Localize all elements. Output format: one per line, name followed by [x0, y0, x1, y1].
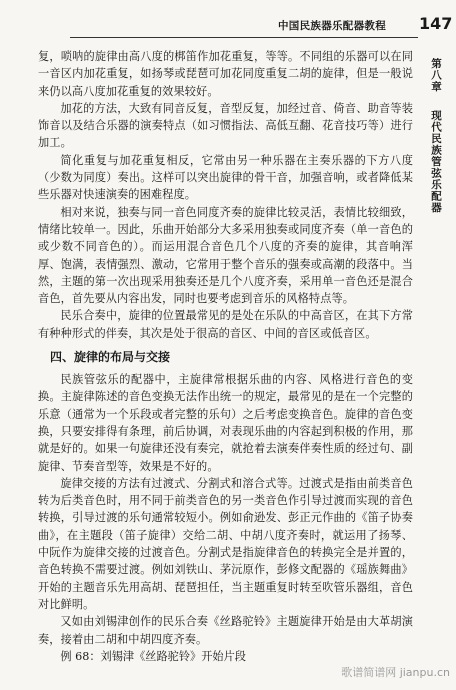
body-paragraph: 民乐合奏中，旋律的位置最常见的是处在乐队的中高音区，在其下方常有种种形式的伴奏，其次是处于很高的音区、中间的音区或低音区。 [38, 309, 413, 340]
watermark: 歌谱简谱网 jianpu.cn [341, 666, 450, 679]
body-paragraph: 民族管弦乐的配器中，主旋律常根据乐曲的内容、风格进行音色的变换。主旋律陈述的音色变换无法作出统一的规定，最常见的是在一个完整的乐意（通常为一个乐段或者完整的乐句）之后考虑变换音色。旋律的音色变换，只要安排得有条理，前后协调，对表现乐曲的内容起到积极的作用，那就是好的。如果一句旋律还没有奏完，就抢着去演奏伴奏性质的经过句、副旋律、节奏音型等，效果是不好的。 [38, 373, 413, 473]
body-paragraph: 相对来说，独奏与同一音色同度齐奏的旋律比较灵活，表情比较细致，情绪比较单一。因此，乐曲开始部分大多采用独奏或同度齐奏（单一音色的或少数不同音色的）。而运用混合音色几个八度的齐奏的旋律，其音响浑厚、饱满，表情强烈、激动，它常用于整个音乐的强奏或高潮的段落中。当然，主题的第一次出现采用独奏还是几个八度齐奏，采用单一音色还是混合音色，首先要从内容出发，同时也要考虑到音乐的风格特点等。 [38, 205, 413, 306]
page-number: 147 [419, 14, 453, 33]
chapter-tab: 第八章 [430, 58, 442, 93]
header-rule [70, 37, 418, 38]
example-caption: 例 68：刘锡津《丝路驼铃》开始片段 [60, 649, 246, 663]
page-header [0, 14, 456, 36]
chapter-subtitle-tab: 现代民族管弦乐配器 [430, 110, 442, 214]
body-paragraph: 又如由刘锡津创作的民乐合奏《丝路驼铃》主题旋律开始是由大革胡演奏，接着由二胡和中胡四度齐奏。 [38, 615, 413, 646]
body-paragraph: 加花的方法，大致有同音反复，音型反复，加经过音、倚音、助音等装饰音以及结合乐器的演奏特点（如习惯指法、高低互翻、花音技巧等）进行加工。 [38, 101, 413, 150]
section-heading: 四、旋律的布局与交接 [50, 350, 171, 365]
body-paragraph: 旋律交接的方法有过渡式、分割式和溶合式等。过渡式是指由前类音色转为后类音色时，用不同于前类音色的另一类音色作引导过渡而实现的音色转换，引导过渡的乐句通常较短小。例如俞逊发、彭正元作曲的《笛子协奏曲》，在主题段（笛子旋律）交给二胡、中胡八度齐奏时，就运用了扬琴、中阮作为旋律交接的过渡音色。分割式是指旋律音色的转换完全是并置的，音色转换不需要过渡。例如刘铁山、茅沅原作，彭修文配器的《瑶族舞曲》开始的主题音乐先用高胡、琵琶担任，当主题重复时转至吹管乐器组，音色对比鲜明。 [38, 476, 413, 611]
body-paragraph: 复，唢呐的旋律由高八度的梆笛作加花重复，等等。不同组的乐器可以在同一音区内加花重复，如扬琴或琵琶可加花同度重复二胡的旋律，但是一般说来仍以高八度加花重复的效果较好。 [38, 50, 413, 98]
running-title: 中国民族器乐配器教程 [278, 20, 386, 32]
body-paragraph: 简化重复与加花重复相反，它常由另一种乐器在主奏乐器的下方八度（少数为同度）奏出。这样可以突出旋律的骨干音，加强音响，或者降低某些乐器对快速演奏的困难程度。 [38, 153, 413, 202]
page-body [38, 48, 413, 665]
